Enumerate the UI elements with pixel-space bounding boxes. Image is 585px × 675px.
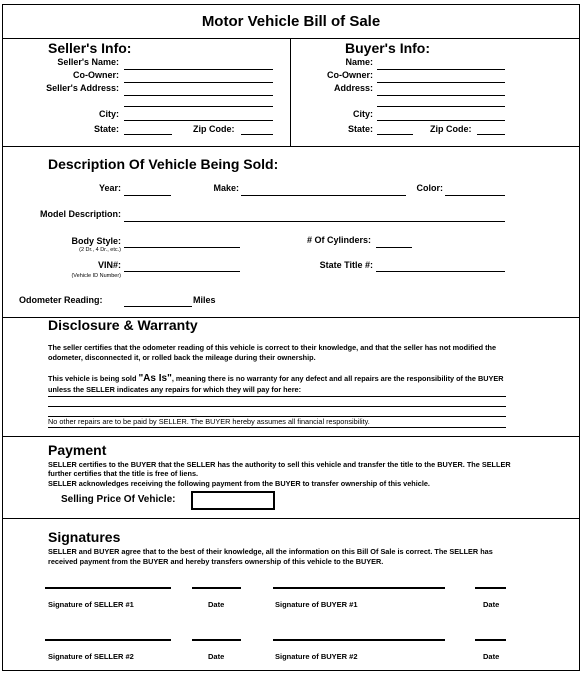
buyer-name-field[interactable] xyxy=(377,69,505,70)
odometer-label: Odometer Reading: xyxy=(19,295,103,305)
seller-city-field[interactable] xyxy=(124,120,273,121)
buyer1-signature-label: Signature of BUYER #1 xyxy=(275,600,358,609)
as-is-text xyxy=(48,374,504,384)
section-divider-1 xyxy=(3,146,579,147)
buyer-heading: Buyer's Info: xyxy=(345,40,431,56)
color-field[interactable] xyxy=(445,195,505,196)
disclosure-text-1: The seller certifies that the odometer reading of this vehicle is correct to their knowledge, and that the seller has not modified the xyxy=(48,343,497,352)
make-label: Make: xyxy=(213,183,239,193)
seller-address-label: Seller's Address: xyxy=(46,83,119,93)
vin-field[interactable] xyxy=(124,271,240,272)
model-label: Model Description: xyxy=(39,209,121,219)
buyer-city-field[interactable] xyxy=(377,120,505,121)
seller2-signature-line[interactable] xyxy=(45,639,171,641)
signatures-text-2: received payment from the BUYER and hereby transfers ownership of this vehicle to the BUYER. xyxy=(48,557,384,566)
buyer1-signature-line[interactable] xyxy=(273,587,445,589)
signatures-heading: Signatures xyxy=(48,529,121,545)
seller-zip-field[interactable] xyxy=(241,134,273,135)
cylinders-field[interactable] xyxy=(376,247,412,248)
buyer2-date-label: Date xyxy=(483,652,500,661)
model-field[interactable] xyxy=(124,221,505,222)
bill-of-sale-form xyxy=(2,4,580,671)
seller2-date-line[interactable] xyxy=(192,639,241,641)
buyer-state-label: State: xyxy=(347,124,373,134)
buyer-zip-field[interactable] xyxy=(477,134,505,135)
seller-name-label: Seller's Name: xyxy=(57,57,119,67)
seller1-date-label: Date xyxy=(208,600,225,609)
selling-price-field[interactable] xyxy=(191,491,275,510)
seller2-date-label: Date xyxy=(208,652,225,661)
as-is-emphasis: "As Is" xyxy=(138,373,172,384)
seller-coowner-field[interactable] xyxy=(124,82,273,83)
seller-name-field[interactable] xyxy=(124,69,273,70)
buyer-zip-label: Zip Code: xyxy=(430,124,472,134)
disclosure-text-2: odometer, disconnected it, or rolled back the mileage during their ownership. xyxy=(48,353,316,362)
make-field[interactable] xyxy=(241,195,406,196)
payment-text-1: SELLER certifies to the BUYER that the SELLER has the authority to sell this vehicle and transfer the title to the BUYER. The SELLER xyxy=(48,460,511,469)
buyer-city-label: City: xyxy=(353,109,373,119)
miles-label: Miles xyxy=(193,295,216,305)
state-title-label: State Title #: xyxy=(319,260,373,270)
no-repairs-text: No other repairs are to be paid by SELLER. The BUYER hereby assumes all financial responsibility. xyxy=(48,417,370,426)
seller-state-label: State: xyxy=(93,124,119,134)
body-style-label: Body Style: xyxy=(71,236,121,246)
seller-coowner-label: Co-Owner: xyxy=(73,70,119,80)
payment-heading: Payment xyxy=(48,442,107,458)
seller-state-field[interactable] xyxy=(124,134,172,135)
buyer-address-label: Address: xyxy=(333,83,373,93)
buyer-address-field[interactable] xyxy=(377,95,505,96)
seller1-signature-line[interactable] xyxy=(45,587,171,589)
seller1-signature-label: Signature of SELLER #1 xyxy=(48,600,134,609)
color-label: Color: xyxy=(416,183,443,193)
seller-address-field-2[interactable] xyxy=(124,106,273,107)
buyer1-date-line[interactable] xyxy=(475,587,506,589)
seller1-date-line[interactable] xyxy=(192,587,241,589)
selling-price-label: Selling Price Of Vehicle: xyxy=(61,494,176,505)
year-field[interactable] xyxy=(124,195,171,196)
seller-address-field[interactable] xyxy=(124,95,273,96)
odometer-field[interactable] xyxy=(124,306,192,307)
vehicle-heading: Description Of Vehicle Being Sold: xyxy=(48,156,279,172)
state-title-field[interactable] xyxy=(376,271,505,272)
vin-note: (Vehicle ID Number) xyxy=(71,273,121,279)
repairs-field-1[interactable] xyxy=(48,396,506,397)
repairs-field-2[interactable] xyxy=(48,406,506,407)
payment-text-2: further certifies that the title is free of liens. xyxy=(48,469,199,478)
buyer-coowner-label: Co-Owner: xyxy=(327,70,373,80)
year-label: Year: xyxy=(98,183,121,193)
buyer-coowner-field[interactable] xyxy=(377,82,505,83)
repairs-field-4[interactable] xyxy=(48,427,506,428)
seller-city-label: City: xyxy=(99,109,119,119)
payment-text-3: SELLER acknowledges receiving the following payment from the BUYER to transfer ownership of this vehicle. xyxy=(48,479,430,488)
seller2-signature-label: Signature of SELLER #2 xyxy=(48,652,134,661)
seller-heading: Seller's Info: xyxy=(48,40,132,56)
cylinders-label: # Of Cylinders: xyxy=(306,235,371,245)
buyer-address-field-2[interactable] xyxy=(377,106,505,107)
title-divider xyxy=(3,38,579,39)
vin-label: VIN#: xyxy=(97,260,121,270)
signatures-text-1: SELLER and BUYER agree that to the best of their knowledge, all the information on this Bill Of Sale is correct. The SELLER has xyxy=(48,547,493,556)
buyer2-date-line[interactable] xyxy=(475,639,506,641)
form-title: Motor Vehicle Bill of Sale xyxy=(201,13,381,30)
body-style-note: (2 Dr., 4 Dr., etc.) xyxy=(79,247,121,253)
buyer2-signature-label: Signature of BUYER #2 xyxy=(275,652,358,661)
section-divider-4 xyxy=(3,518,579,519)
body-style-field[interactable] xyxy=(124,247,240,248)
seller-zip-label: Zip Code: xyxy=(193,124,235,134)
buyer2-signature-line[interactable] xyxy=(273,639,445,641)
disclosure-heading: Disclosure & Warranty xyxy=(48,317,198,333)
buyer-name-label: Name: xyxy=(345,57,373,67)
as-is-pre: This vehicle is being sold xyxy=(48,374,139,383)
section-divider-3 xyxy=(3,436,579,437)
buyer1-date-label: Date xyxy=(483,600,500,609)
repairs-text: unless the SELLER indicates any repairs for which they will pay for here: xyxy=(48,385,302,394)
as-is-post: , meaning there is no warranty for any defect and all repairs are the responsibility of the BUYER xyxy=(171,374,504,383)
buyer-state-field[interactable] xyxy=(377,134,413,135)
